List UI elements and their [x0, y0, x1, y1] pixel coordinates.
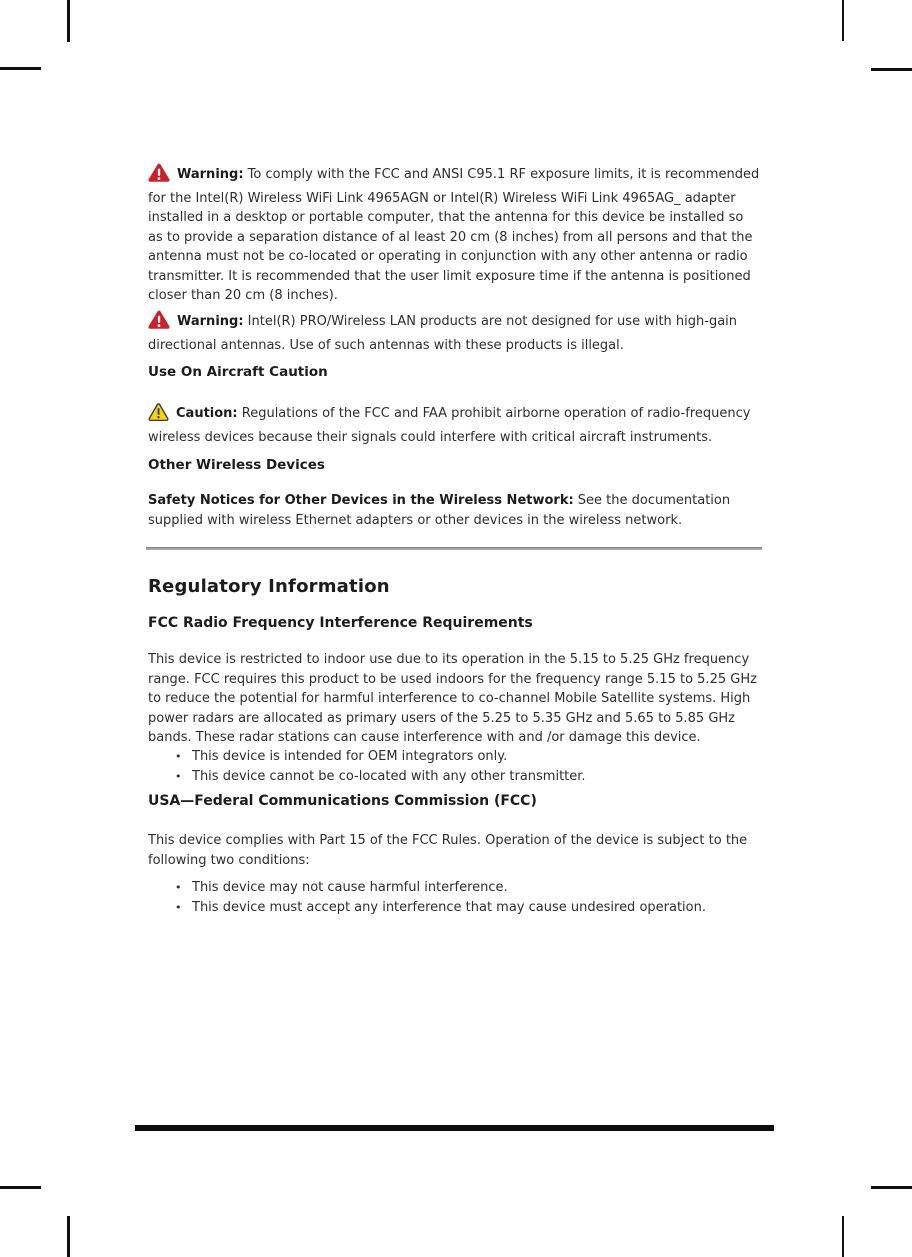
crop-mark-top-right-horizontal [871, 68, 912, 71]
aircraft-caution-section [148, 364, 762, 380]
warning-text: Intel(R) PRO/Wireless LAN products are not designed for use with high-gain directional antennas. Use of such antennas with these products is illegal. [148, 314, 738, 353]
caution-text: Regulations of the FCC and FAA prohibit airborne operation of radio-frequency wireless devices because their signals could interfere with critical aircraft instruments. [148, 406, 751, 445]
list-item [175, 898, 762, 918]
caution-label: Caution: [176, 406, 238, 421]
usa-fcc-paragraph-text: This device complies with Part 15 of the FCC Rules. Operation of the device is subject to the following two conditions: [148, 833, 748, 868]
other-wireless-devices-heading: Other Wireless Devices [148, 457, 325, 473]
fcc-paragraph-text: This device is restricted to indoor use due to its operation in the 5.15 to 5.25 GHz frequency range. FCC requires this product to be used indoors for the frequency range 5.15 to 5.25 GHz to reduce the potential for harmful interference to co-channel Mobile Satellite systems. High power radars are allocated as primary users of the 5.25 to 5.35 GHz and 5.65 to 5.85 GHz bands. These radar stations can cause interference with and /or damage this device. [148, 652, 757, 745]
list-item-text: This device cannot be co-located with any other transmitter. [192, 768, 586, 784]
list-item [175, 767, 762, 787]
usa-bullet-list [148, 878, 762, 917]
list-item-text: This device must accept any interference that may cause undesired operation. [192, 899, 706, 915]
list-item-text: This device may not cause harmful interference. [192, 880, 508, 895]
bullet-icon: • [175, 769, 182, 783]
warning-label: Warning: [177, 314, 244, 329]
fcc-interference-heading: FCC Radio Frequency Interference Requirements [148, 615, 533, 631]
crop-mark-bottom-left-vertical [67, 1216, 70, 1257]
caution-paragraph [148, 403, 762, 447]
usa-fcc-section [148, 793, 762, 809]
fcc-bullet-list [148, 747, 762, 786]
regulatory-information-section [148, 576, 762, 597]
crop-mark-top-left-vertical [67, 0, 70, 42]
other-wireless-devices-section [148, 457, 762, 473]
warning-paragraph-1 [148, 163, 762, 306]
crop-mark-bottom-right-vertical [842, 1216, 844, 1257]
crop-mark-top-right-vertical [842, 0, 844, 41]
caution-icon [148, 403, 169, 428]
safety-notices-text: See the documentation supplied with wireless Ethernet adapters or other devices in the wireless network. [148, 493, 731, 528]
warning-label: Warning: [177, 167, 244, 182]
regulatory-information-heading: Regulatory Information [148, 576, 390, 597]
fcc-interference-section [148, 615, 762, 631]
warning-icon [148, 310, 170, 336]
safety-notices-label: Safety Notices for Other Devices in the Wireless Network: [148, 493, 574, 508]
list-item [175, 747, 762, 767]
section-divider [146, 547, 762, 550]
warning-paragraph-2 [148, 310, 762, 355]
aircraft-caution-heading: Use On Aircraft Caution [148, 364, 328, 380]
crop-mark-bottom-right-horizontal [871, 1186, 912, 1189]
list-item-text: This device is intended for OEM integrators only. [192, 749, 508, 764]
bullet-icon: • [175, 881, 182, 894]
warning-text: To comply with the FCC and ANSI C95.1 RF exposure limits, it is recommended for the Intel(R) Wireless WiFi Link 4965AGN or Intel(R) Wireless WiFi Link 4965AG_ adapter installed in a desktop or portable computer, that the antenna for this device be installed so as to provide a separation distance of al least 20 cm (8 inches) from all persons and that the antenna must not be co-located or operating in conjunction with any other antenna or radio transmitter. It is recommended that the user limit exposure time if the antenna is positioned closer than 20 cm (8 inches). [148, 167, 760, 303]
fcc-paragraph [148, 650, 762, 748]
safety-notices-paragraph [148, 491, 762, 530]
warning-icon [148, 163, 170, 189]
crop-mark-bottom-left-horizontal [0, 1186, 41, 1189]
bullet-icon: • [175, 900, 182, 914]
usa-fcc-paragraph [148, 831, 762, 870]
page-footer-rule [135, 1125, 774, 1131]
bullet-icon: • [175, 750, 182, 763]
list-item [175, 878, 762, 898]
crop-mark-top-left-horizontal [0, 67, 41, 70]
usa-fcc-heading: USA—Federal Communications Commission (FCC) [148, 793, 537, 809]
